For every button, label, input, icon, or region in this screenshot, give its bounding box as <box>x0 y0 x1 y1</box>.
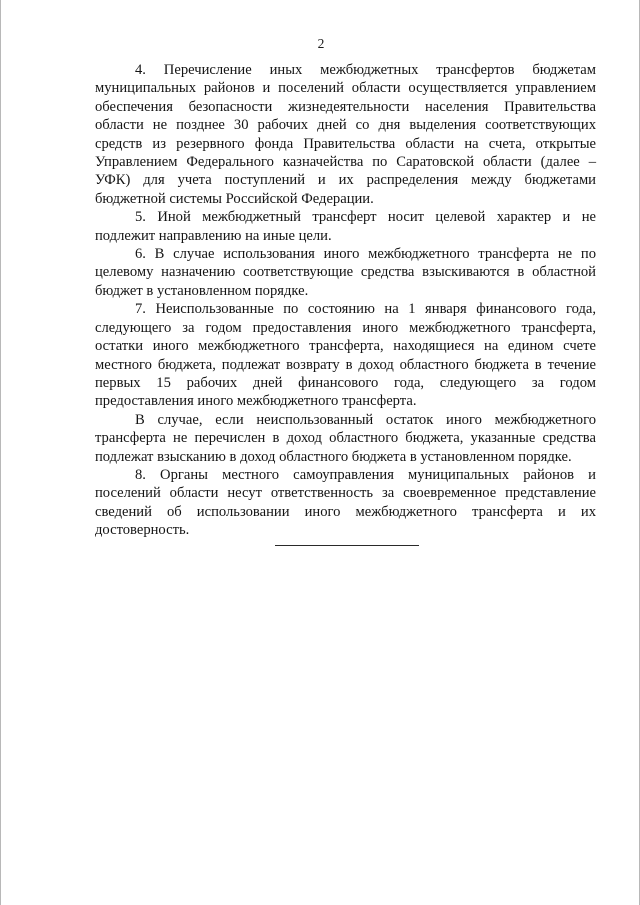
paragraph-6: 6. В случае использования иного межбюджетного трансферта не по целевому назначению соответствующие средства взыскиваются в областной бюджет в установленном порядке. <box>95 246 596 299</box>
paragraph-8: 8. Органы местного самоуправления муниципальных районов и поселений области несут ответственность за своевременное представление сведений об использовании иного межбюджетного трансферта и их достоверность. <box>95 466 596 539</box>
paragraph-5: 5. Иной межбюджетный трансферт носит целевой характер и не подлежит направлению на иные цели. <box>95 209 596 244</box>
paragraph-7-continuation: В случае, если неиспользованный остаток иного межбюджетного трансферта не перечислен в доход областного бюджета, указанные средства подлежат взысканию в доход областного бюджета в установленном порядке. <box>95 411 596 465</box>
document-body <box>95 61 596 540</box>
paragraph-4: 4. Перечисление иных межбюджетных трансфертов бюджетам муниципальных районов и поселений области осуществляется управлением обеспечения безопасности жизнедеятельности населения Правительства области не позднее 30 рабочих дней со дня выделения соответствующих средств из резервного фонда Правительства области на счета, открытые Управлением Федерального казначейства по Саратовской области (далее – УФК) для учета поступлений и их распределения между бюджетами бюджетной системы Российской Федерации. <box>95 62 596 207</box>
paragraph-7: 7. Неиспользованные по состоянию на 1 января финансового года, следующего за годом предоставления иного межбюджетного трансферта, остатки иного межбюджетного трансферта, находящиеся на едином счете местного бюджета, подлежат возврату в доход областного бюджета в течение первых 15 рабочих дней финансового года, следующего за годом предоставления иного межбюджетного трансферта. <box>95 301 596 410</box>
page-number: 2 <box>317 36 325 51</box>
end-of-text-rule <box>275 545 419 546</box>
